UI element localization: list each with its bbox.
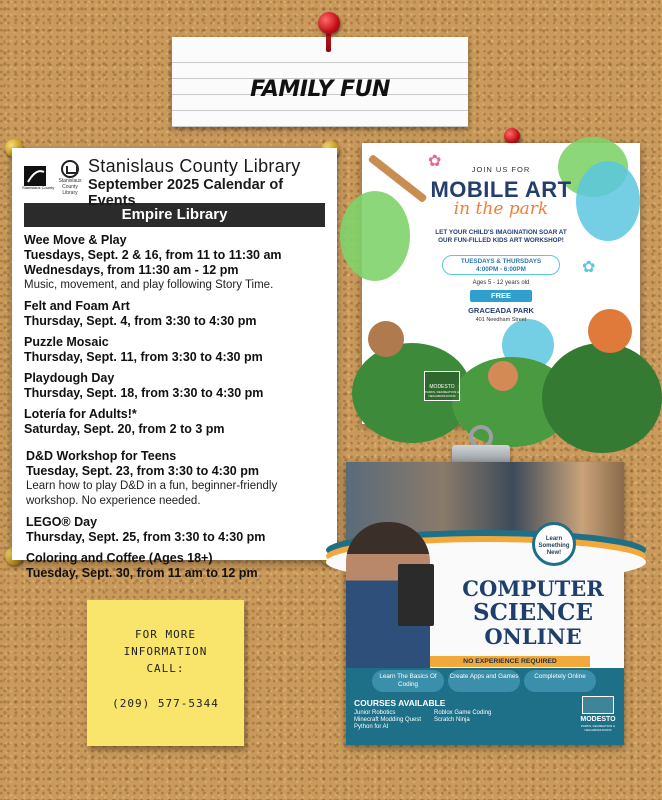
computer-science-flyer xyxy=(346,462,624,745)
event-item xyxy=(24,299,325,329)
courses-heading: COURSES AVAILABLE xyxy=(354,698,446,708)
event-time: Wednesdays, from 11:30 am - 12 pm xyxy=(24,263,239,277)
event-time: Saturday, Sept. 20, from 2 to 3 pm xyxy=(24,422,225,436)
county-logo-icon xyxy=(22,162,55,190)
event-time: Thursday, Sept. 18, from 3:30 to 4:30 pm xyxy=(24,386,264,400)
modesto-logo-icon xyxy=(576,696,620,740)
event-name: Lotería for Adults!* xyxy=(24,407,137,421)
event-description: workshop. No experience needed. xyxy=(26,495,201,507)
calendar-subtitle: September 2025 Calendar of Events xyxy=(88,177,284,209)
sticky-line: INFORMATION xyxy=(123,645,208,658)
art-address: 401 Needham Street xyxy=(475,317,527,323)
mobile-art-flyer xyxy=(362,143,640,424)
branch-heading: Empire Library xyxy=(24,203,325,227)
event-item xyxy=(24,449,325,509)
course-item: Python for AI xyxy=(354,724,389,730)
child-illustration xyxy=(488,361,518,391)
event-name: Felt and Foam Art xyxy=(24,299,130,313)
phone-number: (209) 577-5344 xyxy=(112,697,219,710)
event-item xyxy=(24,335,325,365)
library-logo-label: Stanislaus County Library xyxy=(58,178,82,196)
flower-icon: ✿ xyxy=(428,153,442,170)
event-name: Puzzle Mosaic xyxy=(24,335,109,349)
art-tagline-line: LET YOUR CHILD'S IMAGINATION SOAR AT xyxy=(435,229,567,236)
library-calendar-flyer xyxy=(12,148,337,580)
event-item xyxy=(24,515,325,545)
event-item xyxy=(24,551,325,581)
sticky-line: CALL: xyxy=(146,662,185,675)
child-illustration xyxy=(368,321,404,357)
cs-title-line: ONLINE xyxy=(484,624,582,649)
event-time: Thursday, Sept. 4, from 3:30 to 4:30 pm xyxy=(24,314,257,328)
svg-text:Stanislaus County: Stanislaus County xyxy=(22,185,55,190)
laptop-icon xyxy=(398,564,434,626)
event-name: Coloring and Coffee (Ages 18+) xyxy=(26,551,213,565)
art-price-badge: FREE xyxy=(470,290,532,302)
no-experience-banner: NO EXPERIENCE REQUIRED xyxy=(430,656,590,667)
event-time: Tuesday, Sept. 23, from 3:30 to 4:30 pm xyxy=(26,464,259,478)
sticky-note xyxy=(87,600,244,746)
feature-pill: Create Apps and Games xyxy=(448,670,520,692)
logo-text: MODESTO xyxy=(429,384,455,390)
art-join-label: JOIN US FOR xyxy=(471,165,531,174)
event-item xyxy=(24,407,325,437)
title-card xyxy=(172,37,468,127)
course-item: Minecraft Modding Quest xyxy=(354,717,422,723)
event-time: Thursday, Sept. 11, from 3:30 to 4:30 pm xyxy=(24,350,263,364)
learn-badge: Learn Something New! xyxy=(532,522,576,566)
child-illustration xyxy=(588,309,632,353)
event-name: LEGO® Day xyxy=(26,515,98,529)
art-schedule xyxy=(442,255,560,275)
art-tagline xyxy=(402,229,600,245)
calendar-header xyxy=(22,148,325,209)
event-name: Wee Move & Play xyxy=(24,233,127,247)
cs-title-line: COMPUTER xyxy=(462,576,604,601)
event-name: Playdough Day xyxy=(24,371,115,385)
event-item xyxy=(24,371,325,401)
event-item xyxy=(24,233,325,293)
logo-subtext: PARKS, RECREATION & NEIGHBORHOODS xyxy=(581,724,615,732)
event-name: D&D Workshop for Teens xyxy=(26,449,177,463)
course-item: Roblox Game Coding xyxy=(434,710,492,716)
event-time: Thursday, Sept. 25, from 3:30 to 4:30 pm xyxy=(26,530,266,544)
feature-pill: Completely Online xyxy=(524,670,596,692)
flower-icon: ✿ xyxy=(582,259,596,276)
logo-subtext: PARKS, RECREATION & NEIGHBORHOODS xyxy=(425,390,459,398)
cs-title-line: SCIENCE xyxy=(472,599,594,626)
event-description: Music, movement, and play following Story Time. xyxy=(24,279,274,291)
art-hours: 4:00PM - 6:00PM xyxy=(476,266,526,273)
calendar-title: Stanislaus County Library xyxy=(88,156,301,176)
art-ages: Ages 5 - 12 years old xyxy=(472,280,530,286)
sticky-line: FOR MORE xyxy=(135,628,196,641)
course-item: Junior Robotics xyxy=(354,710,396,716)
event-time: Tuesdays, Sept. 2 & 16, from 11 to 11:30 am xyxy=(24,248,282,262)
page-title: FAMILY FUN xyxy=(250,77,390,102)
modesto-logo-icon xyxy=(424,371,460,401)
art-subtitle: in the park xyxy=(453,199,549,219)
library-logo-icon xyxy=(54,160,86,196)
art-days: TUESDAYS & THURSDAYS xyxy=(460,258,542,265)
course-item: Scratch Ninja xyxy=(434,717,470,723)
logo-text: MODESTO xyxy=(580,716,616,723)
art-title: MOBILE ART xyxy=(430,177,572,202)
binder-clip-icon xyxy=(452,425,510,467)
event-description: Learn how to play D&D in a fun, beginner-friendly xyxy=(26,480,278,492)
art-tagline-line: OUR FUN-FILLED KIDS ART WORKSHOP! xyxy=(438,237,564,244)
feature-pill: Learn The Basics Of Coding xyxy=(372,670,444,692)
event-time: Tuesday, Sept. 30, from 11 am to 12 pm xyxy=(26,566,258,580)
art-location: GRACEADA PARK xyxy=(468,306,534,315)
bush-illustration xyxy=(542,343,662,453)
